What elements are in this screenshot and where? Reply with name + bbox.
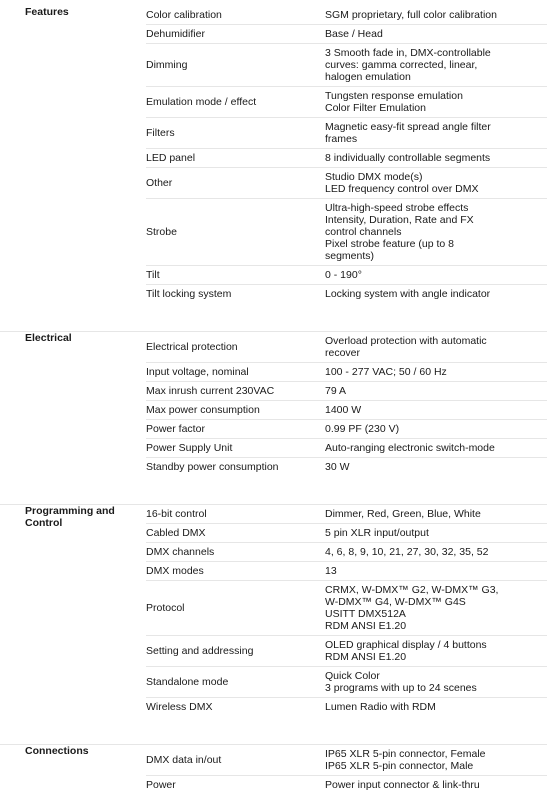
spec-label: Dimming (146, 59, 188, 71)
spec-value-line: Intensity, Duration, Rate and FX (325, 214, 474, 226)
spec-row (146, 562, 547, 581)
spec-section (0, 744, 547, 794)
spec-value-line: Base / Head (325, 28, 383, 40)
spec-value-line: 0 - 190° (325, 269, 362, 281)
spec-value-line: 1400 W (325, 404, 362, 416)
spec-value (325, 745, 525, 775)
spec-label: DMX data in/out (146, 754, 222, 766)
spec-label: Standby power consumption (146, 461, 279, 473)
spec-section (0, 6, 547, 303)
spec-label: Filters (146, 127, 175, 139)
section-gap (0, 303, 547, 331)
spec-label: Electrical protection (146, 341, 238, 353)
spec-value-line: Locking system with angle indicator (325, 288, 491, 300)
spec-value (325, 401, 525, 419)
spec-label: Tilt (146, 269, 160, 281)
spec-value-line: Auto-ranging electronic switch-mode (325, 442, 495, 454)
spec-value (325, 87, 525, 117)
spec-value (325, 543, 525, 561)
spec-label: Protocol (146, 602, 185, 614)
spec-value-line: LED frequency control over DMX (325, 183, 479, 195)
spec-row (146, 667, 547, 698)
spec-row (146, 25, 547, 44)
spec-row (146, 636, 547, 667)
spec-row (146, 168, 547, 199)
spec-value (325, 118, 525, 148)
spec-value-line: SGM proprietary, full color calibration (325, 9, 497, 21)
spec-label: Tilt locking system (146, 288, 232, 300)
spec-value-line: Lumen Radio with RDM (325, 701, 436, 713)
spec-rows (146, 505, 547, 716)
spec-value-line: curves: gamma corrected, linear, (325, 59, 478, 71)
spec-row (146, 439, 547, 458)
spec-row (146, 420, 547, 439)
spec-value (325, 698, 525, 716)
spec-label: Input voltage, nominal (146, 366, 249, 378)
spec-value-line: frames (325, 133, 358, 145)
spec-rows (146, 745, 547, 794)
section-title: Programming and Control (25, 505, 115, 529)
spec-row (146, 285, 547, 303)
spec-value (325, 6, 525, 24)
spec-value-line: Studio DMX mode(s) (325, 171, 423, 183)
spec-label: 16-bit control (146, 508, 207, 520)
spec-label: Max power consumption (146, 404, 260, 416)
spec-value (325, 25, 525, 43)
spec-value-line: IP65 XLR 5-pin connector, Male (325, 760, 474, 772)
spec-value-line: Pixel strobe feature (up to 8 (325, 238, 454, 250)
spec-value-line: control channels (325, 226, 402, 238)
spec-value (325, 524, 525, 542)
spec-value-line: Magnetic easy-fit spread angle filter (325, 121, 491, 133)
section-title: Features (25, 6, 69, 18)
spec-value (325, 332, 525, 362)
spec-label: DMX channels (146, 546, 215, 558)
spec-value-line: segments) (325, 250, 375, 262)
spec-label: Setting and addressing (146, 645, 254, 657)
spec-label: Other (146, 177, 173, 189)
spec-row (146, 87, 547, 118)
spec-value (325, 420, 525, 438)
spec-rows (146, 332, 547, 476)
spec-row (146, 776, 547, 794)
spec-value-line: 0.99 PF (230 V) (325, 423, 400, 435)
spec-row (146, 458, 547, 476)
spec-value-line: Overload protection with automatic (325, 335, 487, 347)
spec-value-line: USITT DMX512A (325, 608, 406, 620)
spec-value-line: CRMX, W-DMX™ G2, W-DMX™ G3, (325, 584, 499, 596)
spec-value-line: 3 programs with up to 24 scenes (325, 682, 477, 694)
spec-row (146, 382, 547, 401)
spec-label: Power (146, 779, 176, 791)
spec-value (325, 285, 525, 303)
spec-value (325, 382, 525, 400)
spec-rows (146, 6, 547, 303)
spec-value-line: 30 W (325, 461, 350, 473)
spec-value (325, 562, 525, 580)
spec-value-line: Color Filter Emulation (325, 102, 426, 114)
spec-value-line: recover (325, 347, 361, 359)
spec-label: Max inrush current 230VAC (146, 385, 275, 397)
spec-value-line: Tungsten response emulation (325, 90, 463, 102)
spec-value-line: Dimmer, Red, Green, Blue, White (325, 508, 481, 520)
spec-row (146, 6, 547, 25)
spec-row (146, 44, 547, 87)
spec-row (146, 199, 547, 266)
spec-row (146, 745, 547, 776)
spec-value-line: IP65 XLR 5-pin connector, Female (325, 748, 486, 760)
spec-row (146, 698, 547, 716)
spec-value-line: OLED graphical display / 4 buttons (325, 639, 487, 651)
section-gap (0, 716, 547, 744)
section-title: Connections (25, 745, 89, 757)
spec-value-line: Ultra-high-speed strobe effects (325, 202, 469, 214)
section-title: Electrical (25, 332, 72, 344)
spec-section (0, 504, 547, 716)
spec-label: Emulation mode / effect (146, 96, 257, 108)
spec-value-line: 13 (325, 565, 337, 577)
spec-value-line: Power input connector & link-thru (325, 779, 480, 791)
section-gap (0, 476, 547, 504)
spec-value-line: RDM ANSI E1.20 (325, 620, 407, 632)
spec-label: Cabled DMX (146, 527, 206, 539)
spec-value (325, 168, 525, 198)
spec-label: Power Supply Unit (146, 442, 233, 454)
spec-value-line: 79 A (325, 385, 347, 397)
spec-value (325, 636, 525, 666)
spec-value-line: RDM ANSI E1.20 (325, 651, 407, 663)
spec-row (146, 363, 547, 382)
spec-label: Strobe (146, 226, 177, 238)
spec-row (146, 266, 547, 285)
spec-value (325, 439, 525, 457)
spec-row (146, 401, 547, 420)
spec-value (325, 149, 525, 167)
spec-value-line: 8 individually controllable segments (325, 152, 491, 164)
spec-row (146, 149, 547, 168)
spec-value (325, 458, 525, 476)
spec-label: LED panel (146, 152, 196, 164)
spec-label: Standalone mode (146, 676, 229, 688)
spec-value-line: 4, 6, 8, 9, 10, 21, 27, 30, 32, 35, 52 (325, 546, 489, 558)
spec-value (325, 667, 525, 697)
spec-row (146, 118, 547, 149)
spec-value-line: 5 pin XLR input/output (325, 527, 429, 539)
spec-section (0, 331, 547, 476)
spec-value (325, 363, 525, 381)
spec-row (146, 524, 547, 543)
spec-row (146, 543, 547, 562)
spec-value-line: W-DMX™ G4, W-DMX™ G4S (325, 596, 466, 608)
spec-value-line: 3 Smooth fade in, DMX-controllable (325, 47, 491, 59)
spec-label: Color calibration (146, 9, 222, 21)
spec-value (325, 266, 525, 284)
spec-label: DMX modes (146, 565, 204, 577)
spec-row (146, 581, 547, 636)
spec-value (325, 581, 525, 635)
spec-value-line: halogen emulation (325, 71, 411, 83)
spec-row (146, 505, 547, 524)
spec-value (325, 44, 525, 86)
spec-label: Dehumidifier (146, 28, 205, 40)
spec-value-line: Quick Color (325, 670, 380, 682)
spec-label: Power factor (146, 423, 205, 435)
spec-value (325, 776, 525, 794)
spec-label: Wireless DMX (146, 701, 213, 713)
spec-value (325, 199, 525, 265)
spec-row (146, 332, 547, 363)
spec-value (325, 505, 525, 523)
spec-value-line: 100 - 277 VAC; 50 / 60 Hz (325, 366, 447, 378)
